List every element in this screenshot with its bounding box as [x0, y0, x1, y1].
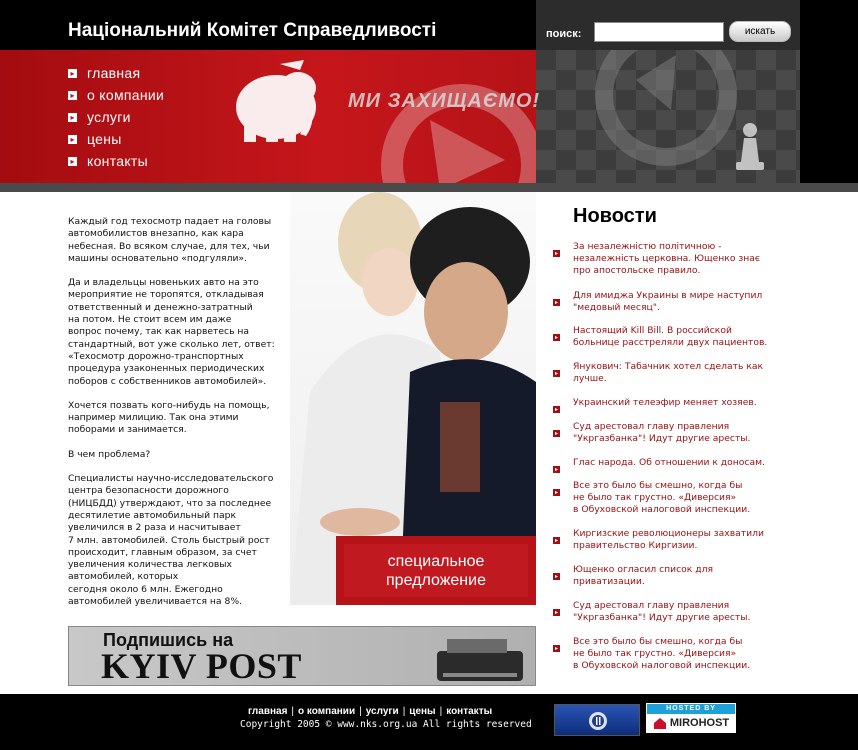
footer-separator: |: [402, 706, 406, 717]
bullet-arrow-icon: ▸: [554, 370, 558, 377]
nav-label: о компании: [87, 87, 165, 103]
search-label: поиск:: [546, 28, 582, 40]
site-title: Національний Комітет Справедливості: [68, 20, 437, 41]
news-text: Все это было бы смешно, когда бы не было так грустно. «Диверсия» в Обуховской налоговой инспекции.: [573, 636, 751, 671]
news-item[interactable]: [553, 600, 803, 624]
news-item[interactable]: [553, 636, 803, 672]
news-text: Для имиджа Украины в мире наступил "медовый месяц".: [573, 290, 763, 313]
house-icon: [653, 717, 667, 729]
kyiv-post-banner[interactable]: [68, 626, 536, 686]
shield-logo-icon: [555, 705, 641, 737]
article-paragraph: Да и владельцы новеньких авто на это мероприятие не торопятся, откладывая ответственный и денежно-затратный на потом. Не стоит всем им даже вопрос почему, так как нарветесь на стандартный, вот уже сколько лет, ответ: «Техосмотр дорожно-транспортных процедура узаконенных периодических поборов с собственников автомобилей».: [68, 277, 275, 387]
slogan: МИ ЗАХИЩАЄМО!: [348, 90, 541, 112]
header-divider: [0, 183, 858, 192]
special-offer-line1: специальное: [387, 552, 485, 570]
news-text: Глас народа. Об отношении к доносам.: [573, 457, 765, 468]
news-item[interactable]: [553, 241, 803, 277]
nav-label: цены: [87, 131, 122, 147]
mirohost-text: MIROHOST: [669, 717, 730, 729]
arrow-circle-icon: [604, 50, 728, 157]
bullet-arrow-icon: ▸: [68, 91, 77, 100]
nav-label: услуги: [87, 109, 131, 125]
footer-separator: |: [359, 706, 362, 717]
bullet-arrow-icon: ▸: [554, 466, 558, 473]
footer-link-home[interactable]: главная: [248, 706, 288, 717]
nav-item-home[interactable]: [68, 65, 140, 81]
bullet-arrow-icon: ▸: [554, 489, 558, 496]
bullet-arrow-icon: ▸: [554, 609, 558, 616]
chess-pawn-icon: [736, 123, 764, 170]
bullet-arrow-icon: ▸: [68, 69, 77, 78]
news-text: Суд арестовал главу правления "Укргазбанка"! Идут другие аресты.: [573, 421, 751, 444]
hosted-by-label: HOSTED BY: [647, 704, 735, 714]
banner-brand-text: KYIV POST: [101, 646, 302, 686]
news-item[interactable]: [553, 290, 803, 314]
elephant-logo-icon: [236, 60, 316, 142]
search-input[interactable]: [594, 22, 724, 42]
news-item[interactable]: [553, 528, 803, 552]
nav-item-prices[interactable]: [68, 131, 122, 147]
news-text: Суд арестовал главу правления "Укргазбанка"! Идут другие аресты.: [573, 600, 751, 623]
news-item[interactable]: [553, 421, 803, 445]
special-offer-button[interactable]: [336, 536, 536, 605]
header-right-filler: [800, 0, 858, 183]
footer-link-contacts[interactable]: контакты: [446, 706, 493, 717]
bullet-arrow-icon: ▸: [68, 113, 77, 122]
news-item[interactable]: [553, 457, 803, 473]
special-offer-line2: предложение: [386, 571, 486, 589]
bullet-arrow-icon: ▸: [554, 645, 558, 652]
news-item[interactable]: [553, 480, 803, 516]
search-button[interactable]: искать: [729, 21, 791, 42]
bullet-arrow-icon: ▸: [554, 406, 558, 413]
nav-item-about[interactable]: [68, 87, 164, 103]
news-item[interactable]: [553, 397, 803, 413]
article-paragraph: Специалисты научно-исследовательского центра безопасности дорожного (НИЦБДД) утверждают, что за последнее десятилетие автомобильный парк увеличился в 2 раза и насчитывает 7 млн. автомобилей. Столь быстрый рост происходит, главным образом, за счет увеличения количества легковых автомобилей, которых сегодня около 6 млн. Ежегодно автомобилей увеличивается на 8%.: [68, 473, 274, 608]
news-text: Киргизские революционеры захватили правительство Киргизии.: [573, 528, 764, 551]
news-text: Настоящий Kill Bill. В российской больнице расстреляли двух пациентов.: [573, 325, 768, 348]
footer-separator: |: [291, 706, 295, 717]
nav-item-services[interactable]: [68, 109, 131, 125]
news-text: Янукович: Табачник хотел сделать как лучше.: [573, 361, 764, 384]
copyright-text: Copyright 2005 © www.nks.org.ua All rights reserved: [240, 719, 532, 730]
bullet-arrow-icon: ▸: [68, 157, 77, 166]
footer-link-prices[interactable]: цены: [409, 706, 436, 717]
footer-separator: |: [439, 706, 443, 717]
mirohost-logo: [647, 714, 735, 732]
bullet-arrow-icon: ▸: [554, 250, 558, 257]
news-text: Все это было бы смешно, когда бы не было так грустно. «Диверсия» в Обуховской налоговой инспекции.: [573, 480, 751, 515]
hosted-by-badge[interactable]: [646, 703, 736, 733]
news-item[interactable]: [553, 325, 803, 349]
news-text: Украинский телеэфир меняет хозяев.: [573, 397, 757, 408]
bullet-arrow-icon: ▸: [554, 334, 558, 341]
banner-dark-graphics: [536, 50, 800, 183]
banner-dark-tiles: [536, 50, 800, 183]
footer-nav: [248, 706, 492, 717]
printer-icon: [429, 633, 529, 685]
bullet-arrow-icon: ▸: [554, 537, 558, 544]
footer-link-services[interactable]: услуги: [365, 706, 399, 717]
news-text: За незалежністю політичною - незалежність церковна. Ющенко знає про апостольске правило.: [573, 241, 760, 276]
nav-label: контакты: [87, 153, 148, 169]
article-text: [68, 216, 313, 620]
bullet-arrow-icon: ▸: [68, 135, 77, 144]
article-paragraph: Каждый год техосмотр падает на головы автомобилистов внезапно, как кара небесная. Во всяком случае, для тех, чьи машины основательно «подгуляли».: [68, 216, 272, 264]
bullet-arrow-icon: ▸: [554, 573, 558, 580]
footer-link-about[interactable]: о компании: [298, 706, 356, 717]
article-paragraph: Хочется позвать кого-нибудь на помощь, например милицию. Так она этими поборами и занимается.: [68, 399, 270, 436]
news-title: Новости: [573, 205, 657, 227]
bullet-arrow-icon: ▸: [554, 430, 558, 437]
banner-subscribe-text: Подпишись на: [103, 630, 234, 650]
news-text: Ющенко огласил список для приватизации.: [573, 564, 714, 587]
nav-label: главная: [87, 65, 141, 81]
partner-badge[interactable]: [554, 704, 640, 736]
news-item[interactable]: [553, 361, 803, 385]
news-item[interactable]: [553, 564, 803, 588]
article-paragraph: В чем проблема?: [68, 448, 151, 460]
bullet-arrow-icon: ▸: [554, 299, 558, 306]
special-offer-inner: [344, 544, 528, 597]
nav-item-contacts[interactable]: [68, 153, 148, 169]
